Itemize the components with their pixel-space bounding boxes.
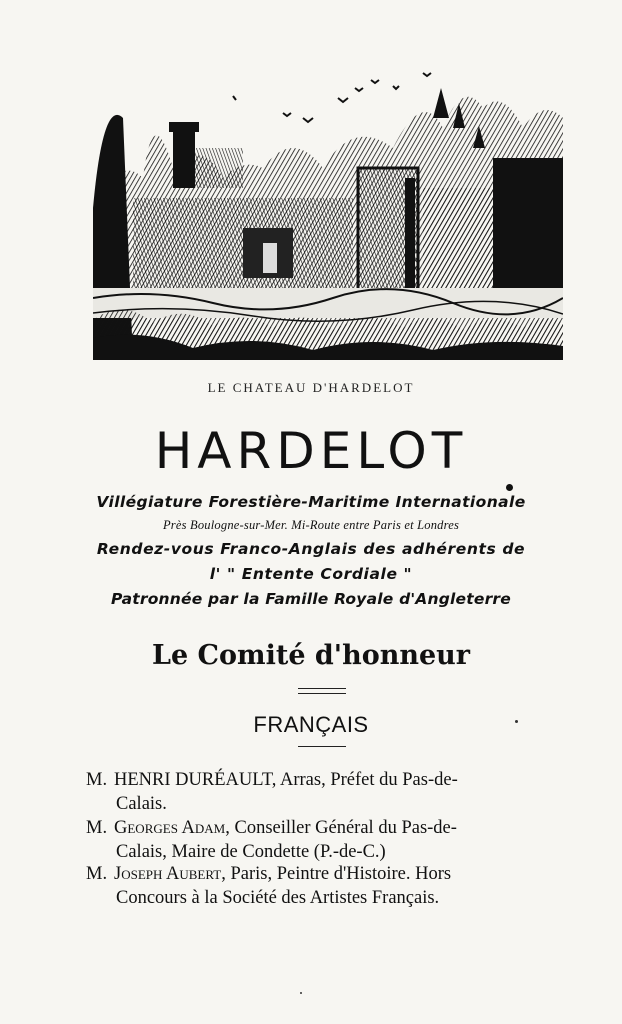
ink-speck	[300, 992, 302, 994]
member-prefix: M.	[86, 770, 108, 790]
committee-heading: Le Comité d'honneur	[151, 640, 470, 671]
member-details: , Paris, Peintre d'Histoire. Hors	[221, 864, 452, 884]
rule-divider	[298, 746, 346, 747]
subtitle-line-1: Villégiature Forestière-Maritime Internationale	[96, 493, 526, 511]
member-details: , Arras, Préfet du Pas-de-	[271, 770, 458, 790]
member-prefix: M.	[86, 818, 108, 838]
section-heading: FRANÇAIS	[253, 712, 369, 737]
member-entry	[86, 768, 566, 816]
member-continuation: Concours à la Société des Artistes Français.	[116, 888, 440, 908]
member-entry	[86, 816, 566, 864]
member-name: Joseph Aubert	[114, 864, 222, 884]
subtitle-line-3: Rendez-vous Franco-Anglais des adhérents de	[96, 540, 526, 558]
page-title: HARDELOT	[154, 422, 468, 480]
member-continuation: Calais, Maire de Condette (P.-de-C.)	[116, 842, 386, 862]
member-name: HENRI DURÉAULT	[114, 770, 272, 790]
rule-divider	[298, 693, 346, 694]
subtitle-line-5: Patronnée par la Famille Royale d'Angleterre	[111, 590, 511, 608]
illustration-caption: LE CHATEAU D'HARDELOT	[207, 380, 415, 395]
chateau-engraving	[93, 58, 563, 360]
title-dot	[506, 484, 513, 491]
member-name: Georges Adam	[114, 818, 226, 838]
member-continuation: Calais.	[116, 794, 167, 814]
member-prefix: M.	[86, 864, 108, 884]
member-details: , Conseiller Général du Pas-de-	[225, 818, 457, 838]
ink-speck	[515, 720, 518, 723]
subtitle-line-2: Près Boulogne-sur-Mer. Mi-Route entre Paris et Londres	[162, 518, 460, 532]
subtitle-line-4: l' " Entente Cordiale "	[209, 565, 413, 583]
member-entry	[86, 862, 566, 910]
rule-divider	[298, 688, 346, 689]
